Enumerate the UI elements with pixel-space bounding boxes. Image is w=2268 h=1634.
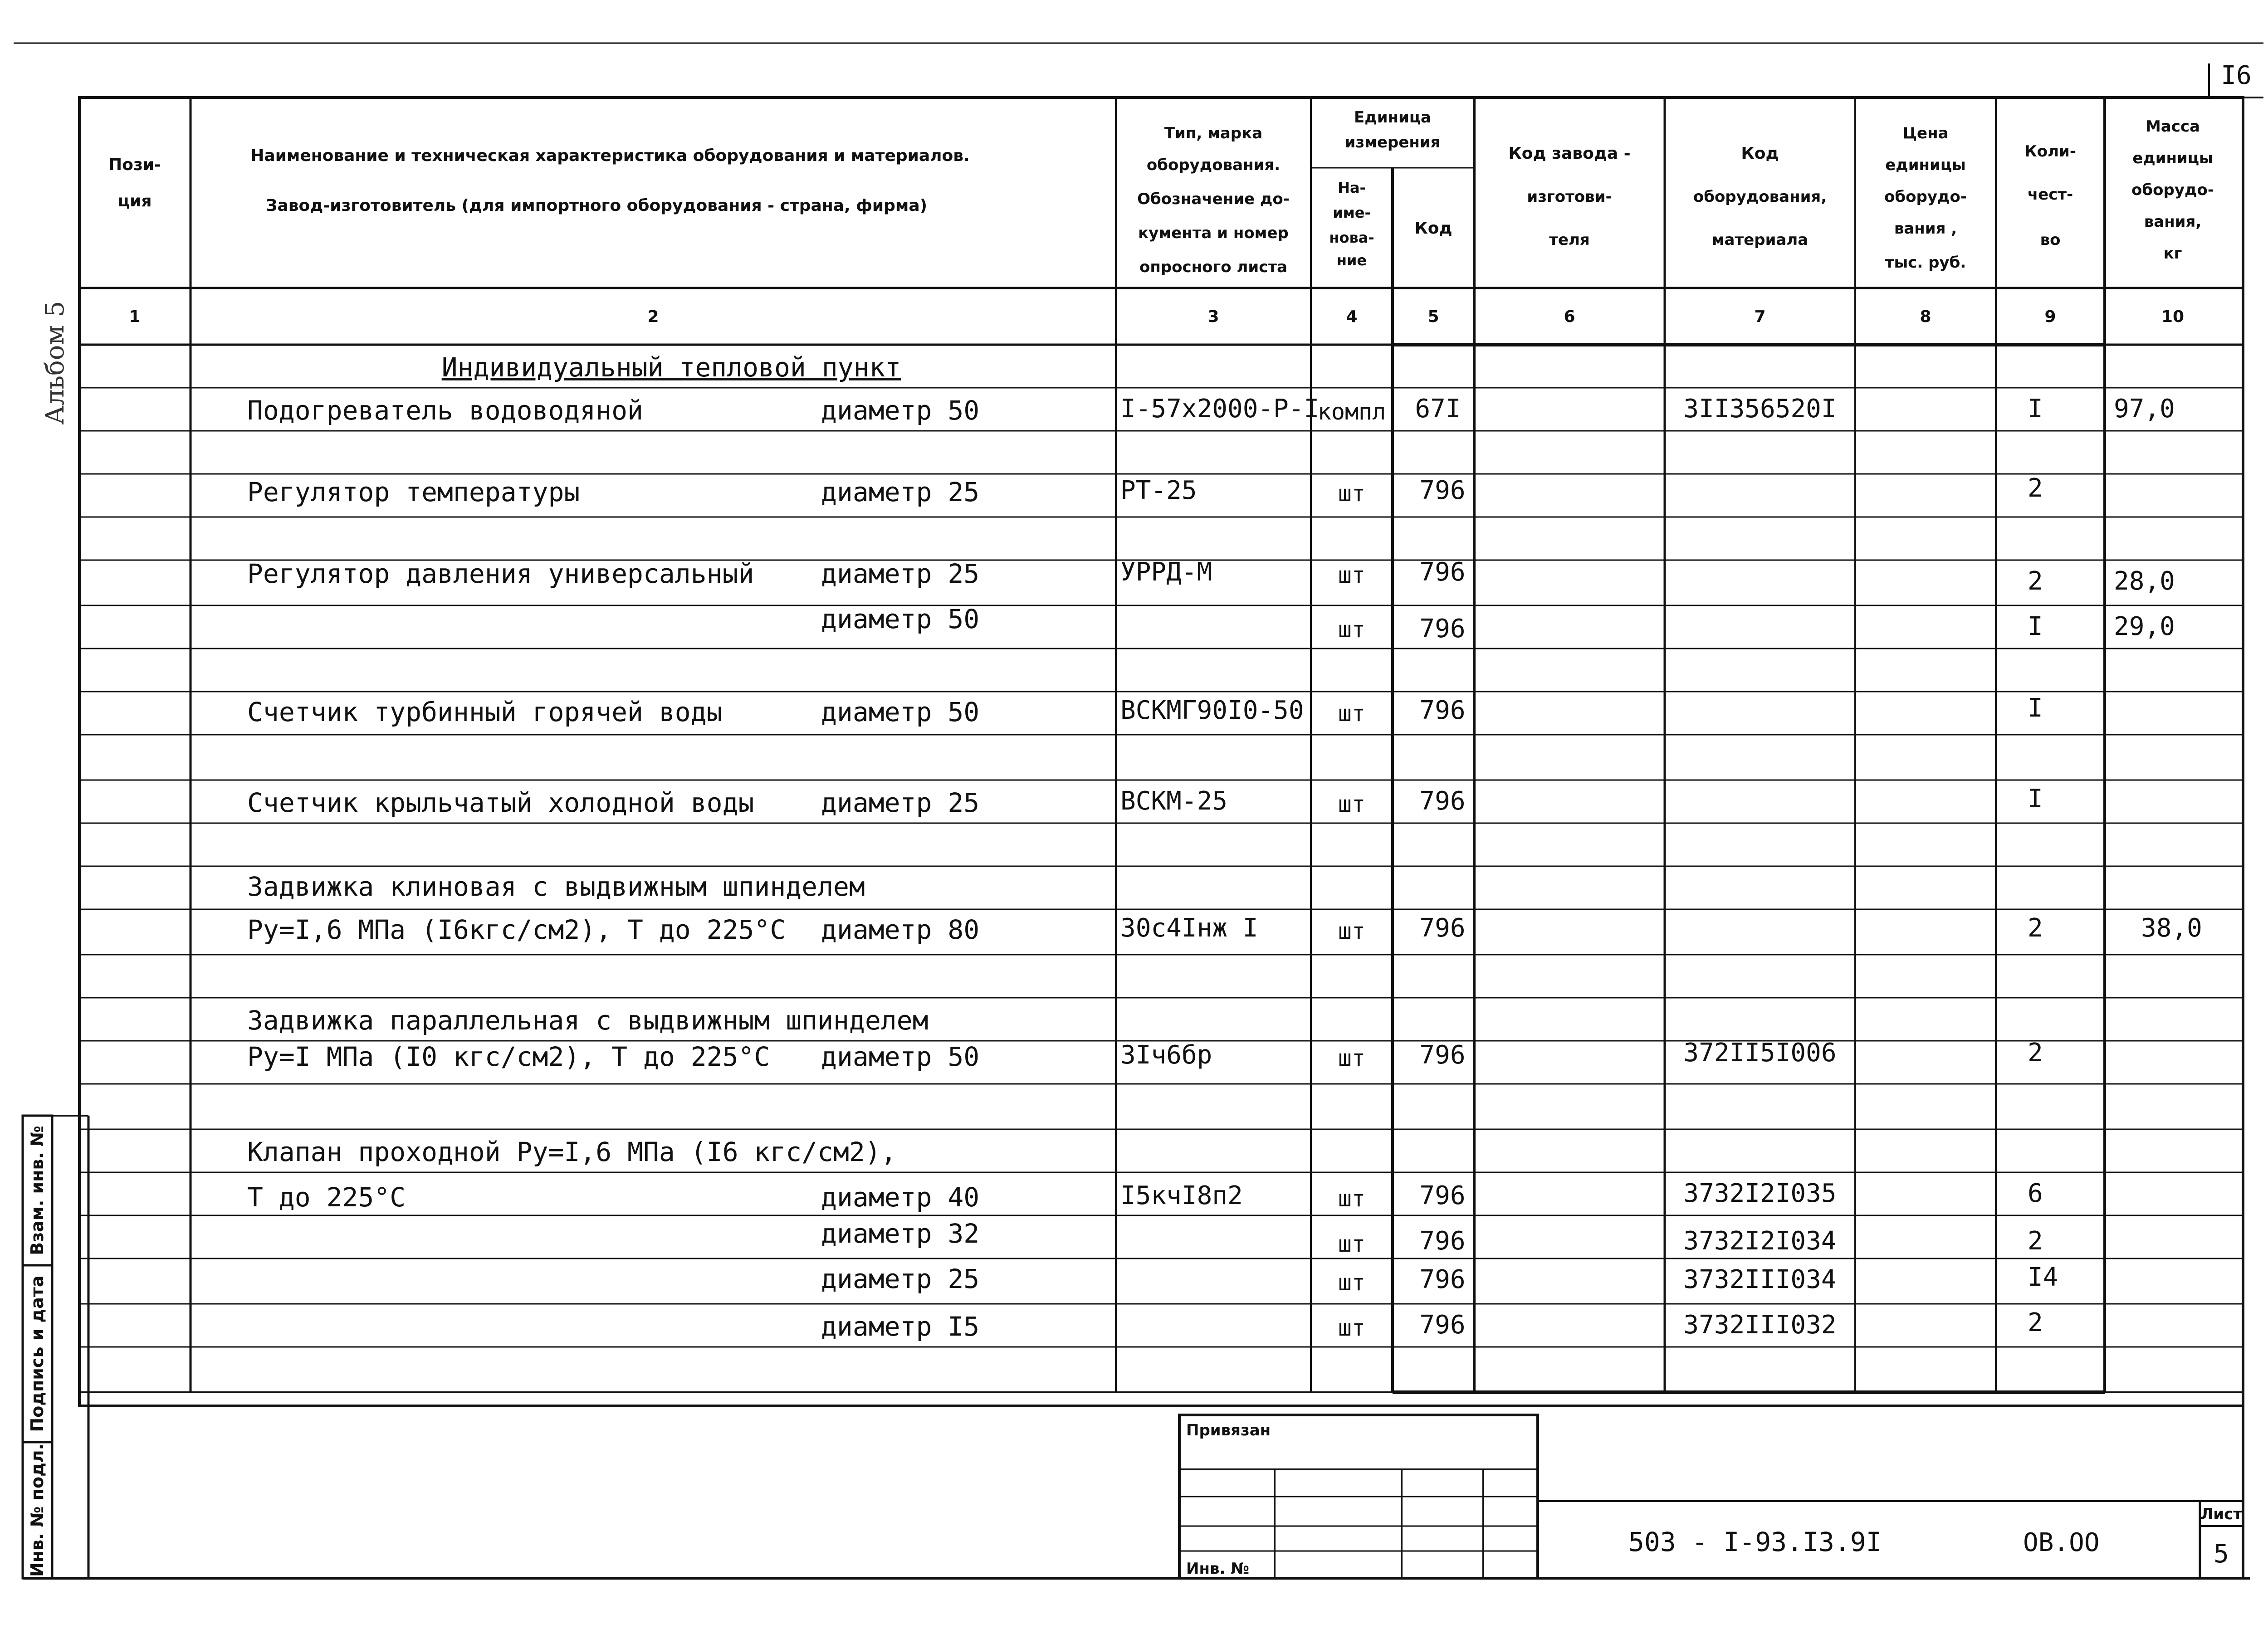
sheet-label: Лист <box>2200 1505 2242 1523</box>
row-diameter: диаметр 25 <box>821 558 980 589</box>
row-mat-code: 3732I2I034 <box>1683 1226 1837 1256</box>
row-type: 3Iч6бр <box>1120 1040 1212 1070</box>
row-qty: 2 <box>2028 473 2043 503</box>
row-type: I5кчI8п2 <box>1120 1181 1243 1210</box>
row-code: 796 <box>1419 1226 1466 1256</box>
colnum-8: 8 <box>1920 307 1931 326</box>
row-name: Регулятор температуры <box>247 477 580 507</box>
header-col4-line2: име- <box>1333 204 1371 221</box>
stamp-podpis: Подпись и дата <box>27 1275 47 1432</box>
row-mat-code: 372II5I006 <box>1683 1038 1837 1068</box>
header-col7-line1: Код <box>1741 144 1779 163</box>
row-name: Клапан проходной Py=I,6 МПа (I6 кгс/см2), <box>247 1136 897 1167</box>
row-code: 796 <box>1419 786 1466 816</box>
header-col9-line3: во <box>2040 231 2061 249</box>
colnum-3: 3 <box>1207 307 1219 326</box>
row-code: 796 <box>1419 1310 1466 1340</box>
row-qty: 2 <box>2028 1226 2043 1256</box>
header-col10-line5: кг <box>2163 244 2182 263</box>
row-diameter: диаметр I5 <box>821 1311 980 1342</box>
header-col9-line1: Коли- <box>2024 142 2076 161</box>
header-col5: Код <box>1414 219 1452 238</box>
row-unit: шт <box>1338 1185 1366 1212</box>
header-col4-line4: ние <box>1336 252 1367 269</box>
sheet-number: 5 <box>2214 1539 2229 1569</box>
row-mat-code: 3732III034 <box>1683 1265 1837 1294</box>
album-label: Альбом 5 <box>40 301 70 425</box>
row-unit: шт <box>1338 700 1366 727</box>
row-name: Т до 225°C <box>247 1182 406 1213</box>
row-code: 796 <box>1419 1265 1466 1294</box>
row-mass: 29,0 <box>2114 612 2175 641</box>
row-diameter: диаметр 32 <box>821 1218 980 1249</box>
header-col10-line3: оборудо- <box>2131 181 2214 199</box>
row-type: I-57x2000-P-I <box>1120 394 1320 424</box>
colnum-10: 10 <box>2161 307 2185 326</box>
column-numbers <box>129 307 2184 326</box>
header-col8-line3: оборудо- <box>1884 188 1967 206</box>
row-name: Py=I,6 МПа (I6кгс/см2), Т до 225°C <box>247 914 786 945</box>
header-col1-line1: Пози- <box>108 156 161 174</box>
header-col10-line4: вания, <box>2144 213 2202 231</box>
header-unit-line1: Единица <box>1354 108 1431 127</box>
header-col3-line3: Обозначение до- <box>1137 190 1290 208</box>
row-qty: 2 <box>2028 913 2043 943</box>
row-mat-code: 3732III032 <box>1683 1310 1837 1340</box>
row-code: 796 <box>1419 614 1466 644</box>
row-code: 796 <box>1419 1181 1466 1210</box>
header-col8-line5: тыс. руб. <box>1885 254 1966 272</box>
row-diameter: диаметр 25 <box>821 477 980 507</box>
row-code: 796 <box>1419 913 1466 943</box>
row-diameter: диаметр 50 <box>821 697 980 727</box>
row-diameter: диаметр 80 <box>821 914 980 945</box>
colnum-4: 4 <box>1346 307 1358 326</box>
row-code: 796 <box>1419 476 1466 505</box>
header-col10-line1: Масса <box>2145 117 2200 136</box>
header-col6-line3: теля <box>1549 231 1590 249</box>
header-col7-line2: оборудования, <box>1693 188 1827 206</box>
row-unit: шт <box>1338 616 1366 643</box>
row-code: 796 <box>1419 557 1466 587</box>
colnum-7: 7 <box>1754 307 1766 326</box>
header-col4-line1: На- <box>1338 179 1366 196</box>
row-mass: 28,0 <box>2114 566 2175 596</box>
row-diameter: диаметр 50 <box>821 1041 980 1072</box>
row-qty: 2 <box>2028 566 2043 596</box>
row-mass: 97,0 <box>2114 394 2175 424</box>
row-type: 30с4Iнж I <box>1120 913 1258 943</box>
row-name: Регулятор давления универсальный <box>247 558 754 589</box>
header-col3-line5: опросного листа <box>1139 258 1288 276</box>
doc-suffix: OB.OO <box>2023 1528 2100 1557</box>
row-name: Счетчик турбинный горячей воды <box>247 697 723 727</box>
row-unit: шт <box>1338 791 1366 817</box>
row-type: ВСКМГ90I0-50 <box>1120 696 1304 725</box>
header-col2-line2: Завод-изготовитель (для импортного оборудования - страна, фирма) <box>265 196 928 215</box>
privyazan-label: Привязан <box>1186 1421 1271 1439</box>
inv-no-label: Инв. № <box>1186 1560 1250 1578</box>
header-col3-line1: Тип, марка <box>1164 124 1263 142</box>
row-unit: шт <box>1338 480 1366 507</box>
row-unit: шт <box>1338 1045 1366 1071</box>
row-mass: 38,0 <box>2141 913 2202 943</box>
row-diameter: диаметр 50 <box>821 604 980 634</box>
row-unit: компл <box>1317 399 1386 425</box>
row-diameter: диаметр 40 <box>821 1182 980 1213</box>
row-qty: I <box>2028 784 2043 814</box>
row-name: Задвижка параллельная с выдвижным шпинделем <box>247 1005 929 1036</box>
row-qty: I <box>2028 693 2043 723</box>
row-qty: 2 <box>2028 1308 2043 1337</box>
row-name: Подогреватель водоводяной <box>247 395 643 426</box>
row-unit: шт <box>1338 1231 1366 1257</box>
row-qty: I <box>2028 394 2043 424</box>
row-unit: шт <box>1338 1315 1366 1341</box>
header-col6-line1: Код завода - <box>1508 144 1631 163</box>
doc-code: 503 - I-93.I3.9I <box>1628 1527 1882 1557</box>
section-title: Индивидуальный тепловой пункт <box>441 352 901 383</box>
row-type: PT-25 <box>1120 476 1197 505</box>
header-col9-line2: чест- <box>2027 185 2073 204</box>
header-col7-line3: материала <box>1711 231 1809 249</box>
header-col8-line2: единицы <box>1885 156 1966 174</box>
row-qty: I4 <box>2028 1263 2058 1292</box>
header-col6-line2: изготови- <box>1527 188 1612 206</box>
header-col10-line2: единицы <box>2132 149 2213 167</box>
top-frame <box>14 43 2263 98</box>
table-body <box>247 394 2202 1342</box>
title-block <box>23 1406 2250 1578</box>
header-col8-line1: Цена <box>1902 124 1949 142</box>
row-name: Счетчик крыльчатый холодной воды <box>247 787 754 818</box>
row-mat-code: 3732I2I035 <box>1683 1179 1837 1208</box>
row-type: УРРД-М <box>1120 557 1212 587</box>
header-unit-line2: измерения <box>1344 133 1441 151</box>
row-name: Задвижка клиновая с выдвижным шпинделем <box>247 871 865 902</box>
header-col1-line2: ция <box>117 192 152 210</box>
row-qty: 2 <box>2028 1038 2043 1068</box>
row-diameter: диаметр 25 <box>821 1263 980 1294</box>
row-type: ВСКМ-25 <box>1120 786 1228 816</box>
page-number-top: I6 <box>2221 61 2252 90</box>
stamp-vzam: Взам. инв. № <box>27 1126 47 1255</box>
colnum-6: 6 <box>1564 307 1575 326</box>
row-name: Py=I МПа (I0 кгс/см2), Т до 225°C <box>247 1041 770 1072</box>
row-unit: шт <box>1338 1269 1366 1296</box>
colnum-1: 1 <box>129 307 141 326</box>
header-col4-line3: нова- <box>1329 229 1374 246</box>
header-col3-line4: кумента и номер <box>1138 224 1289 242</box>
row-code: 796 <box>1419 1040 1466 1070</box>
row-unit: шт <box>1338 918 1366 944</box>
colnum-9: 9 <box>2044 307 2056 326</box>
colnum-5: 5 <box>1427 307 1439 326</box>
row-code: 67I <box>1415 394 1461 424</box>
header-col2-line1: Наименование и техническая характеристика оборудования и материалов. <box>250 146 970 165</box>
row-diameter: диаметр 50 <box>821 395 980 426</box>
row-mat-code: 3II356520I <box>1683 394 1837 424</box>
stamp-inv: Инв. № подл. <box>27 1443 47 1577</box>
row-unit: шт <box>1338 562 1366 588</box>
colnum-2: 2 <box>647 307 659 326</box>
row-code: 796 <box>1419 696 1466 725</box>
row-qty: 6 <box>2028 1179 2043 1208</box>
row-diameter: диаметр 25 <box>821 787 980 818</box>
row-qty: I <box>2028 612 2043 641</box>
header-col3-line2: оборудования. <box>1146 156 1281 174</box>
table-header <box>108 108 2214 276</box>
header-col8-line4: вания , <box>1894 219 1957 238</box>
